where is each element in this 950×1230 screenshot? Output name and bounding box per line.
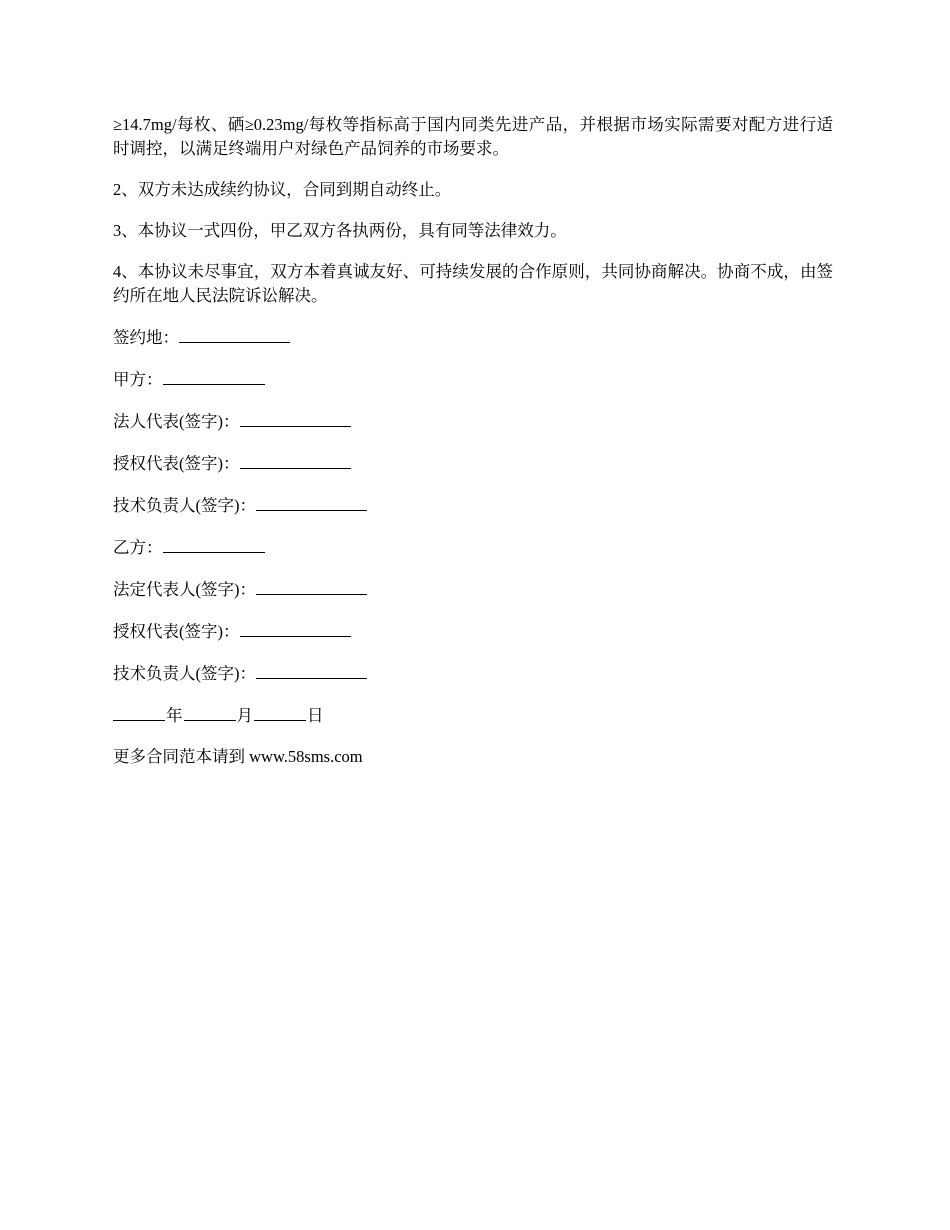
year-label: 年 — [166, 706, 183, 725]
a-authorized-rep-label: 授权代表(签字)： — [113, 454, 240, 473]
year-blank — [113, 703, 165, 721]
party-b-blank — [163, 535, 265, 553]
party-b-field — [113, 535, 833, 560]
paragraph-3: 3、本协议一式四份，甲乙双方各执两份，具有同等法律效力。 — [113, 221, 567, 240]
footer-note: 更多合同范本请到 www.58sms.com — [113, 747, 363, 766]
party-a-field — [113, 367, 833, 392]
paragraph-2: 2、双方未达成续约协议，合同到期自动终止。 — [113, 180, 452, 199]
party-b-label: 乙方： — [113, 538, 163, 557]
b-authorized-rep-blank — [240, 619, 351, 637]
day-label: 日 — [307, 706, 324, 725]
b-legal-rep-field — [113, 577, 833, 602]
document-content — [113, 113, 833, 786]
a-tech-lead-blank — [256, 493, 367, 511]
sign-place-blank — [179, 325, 290, 343]
month-blank — [184, 703, 236, 721]
day-blank — [254, 703, 306, 721]
b-tech-lead-blank — [256, 661, 367, 679]
a-tech-lead-label: 技术负责人(签字)： — [113, 496, 256, 515]
date-line — [113, 703, 833, 728]
b-tech-lead-label: 技术负责人(签字)： — [113, 664, 256, 683]
a-legal-rep-field — [113, 409, 833, 434]
party-a-blank — [163, 367, 265, 385]
party-a-label: 甲方： — [113, 370, 163, 389]
a-authorized-rep-blank — [240, 451, 351, 469]
b-legal-rep-blank — [256, 577, 367, 595]
a-tech-lead-field — [113, 493, 833, 518]
a-legal-rep-blank — [240, 409, 351, 427]
b-authorized-rep-label: 授权代表(签字)： — [113, 622, 240, 641]
sign-place-field — [113, 325, 833, 350]
paragraph-1: ≥14.7mg/每枚、硒≥0.23mg/每枚等指标高于国内同类先进产品，并根据市场实际需要对配方进行适时调控，以满足终端用户对绿色产品饲养的市场要求。 — [113, 115, 833, 158]
month-label: 月 — [236, 706, 253, 725]
b-legal-rep-label: 法定代表人(签字)： — [113, 580, 256, 599]
b-authorized-rep-field — [113, 619, 833, 644]
b-tech-lead-field — [113, 661, 833, 686]
a-authorized-rep-field — [113, 451, 833, 476]
a-legal-rep-label: 法人代表(签字)： — [113, 412, 240, 431]
paragraph-4: 4、本协议未尽事宜，双方本着真诚友好、可持续发展的合作原则，共同协商解决。协商不成，由签约所在地人民法院诉讼解决。 — [113, 262, 833, 305]
sign-place-label: 签约地： — [113, 328, 179, 347]
